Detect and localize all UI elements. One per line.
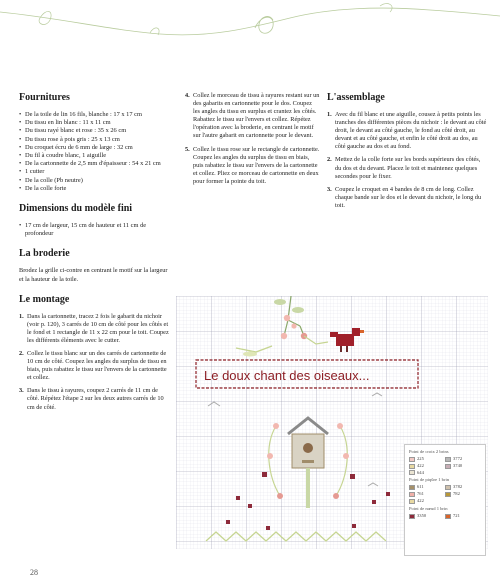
- step-item: [327, 111, 487, 151]
- step-text: Dans la cartonnette, tracez 2 fois le gabarit du nichoir (voir p. 120), 3 carrés de 10 cm de côté pour les côtés et le fond et 1 rectangle de 11 x 22 cm pour le toit. Coupez les différents éléments avec le cutter.: [27, 312, 169, 344]
- step-text: Dans le tissu à rayures, coupez 2 carrés de 11 cm de côté. Répétez l'étape 2 sur les deux autres carrés de 10 cm de côté.: [27, 387, 164, 411]
- color-swatch-icon: [409, 492, 415, 497]
- legend-code: 761: [417, 491, 424, 497]
- legend-code: 782: [453, 491, 460, 497]
- legend-item: [445, 463, 481, 470]
- color-swatch-icon: [445, 492, 451, 497]
- legend-item: [409, 456, 445, 463]
- montage-steps-continued: [185, 92, 320, 186]
- step-number: 5.: [185, 145, 190, 153]
- step-number: 4.: [185, 92, 190, 99]
- list-item: • De la colle forte: [19, 185, 171, 193]
- color-swatch-icon: [445, 485, 451, 490]
- legend-code: 3782: [453, 484, 463, 490]
- step-item: [19, 387, 171, 411]
- legend-code: 3772: [453, 456, 463, 461]
- color-swatch-icon: [409, 464, 415, 469]
- color-swatch-icon: [409, 499, 415, 504]
- step-item: [327, 156, 487, 180]
- step-number: 3.: [19, 387, 24, 395]
- list-item: • De la colle (Pb neutre): [19, 177, 171, 185]
- step-item: [185, 146, 320, 186]
- legend-code: 611: [417, 484, 424, 490]
- color-swatch-icon: [445, 464, 451, 469]
- step-number: 2.: [327, 156, 332, 164]
- banner-text: Le doux chant des oiseaux...: [204, 368, 370, 383]
- legend-code: 721: [453, 512, 460, 518]
- list-item: • Du tissu rose à pois gris : 25 x 13 cm: [19, 136, 171, 144]
- legend-code: 422: [417, 462, 424, 468]
- step-item: [185, 92, 320, 141]
- color-swatch-icon: [445, 457, 451, 462]
- step-text: Coupez le croquet en 4 bandes de 8 cm de long. Collez chaque bande sur le dos et le devant du nichoir, le long du toit.: [335, 185, 482, 209]
- step-item: [19, 313, 171, 345]
- right-column: [327, 92, 487, 215]
- list-item: • Du tissu en lin blanc : 11 x 11 cm: [19, 119, 171, 127]
- list-item: • 17 cm de largeur, 15 cm de hauteur et 11 cm de profondeur: [19, 222, 171, 238]
- legend-item: [409, 463, 445, 470]
- step-text: Mettez de la colle forte sur les bords supérieurs des côtés, du dos et du devant. Placez le toit et maintenez quelques secondes pour le fixer.: [335, 156, 481, 180]
- legend-item: [445, 513, 481, 520]
- list-item: • 1 cutter: [19, 168, 171, 176]
- legend-row: [409, 513, 481, 520]
- broderie-heading: La broderie: [19, 248, 70, 260]
- page-number: 28: [30, 568, 38, 577]
- list-item: • De la toile de lin 16 fils, blanche : 17 x 17 cm: [19, 111, 171, 119]
- legend-item: [445, 484, 481, 491]
- step-text: Avec du fil blanc et une aiguille, cousez à petits points les tranches des différentes pièces du nichoir : le devant au côté droit, le devant au côté gauche, le fond au côté droit, au devant et au côté gauche, et enfin le côté droit au dos, au côté gauche au dos et au fond.: [335, 111, 487, 151]
- color-swatch-icon: [409, 470, 415, 475]
- dimensions-heading: Dimensions du modèle fini: [19, 203, 133, 215]
- step-number: 1.: [327, 111, 332, 118]
- legend-item: [445, 456, 481, 463]
- step-number: 2.: [19, 350, 24, 357]
- thread-legend: [404, 444, 486, 556]
- color-swatch-icon: [409, 457, 415, 462]
- middle-column: [185, 92, 320, 191]
- dimensions-section: [19, 203, 171, 238]
- list-item: • Du tissu rayé blanc et rose : 35 x 26 cm: [19, 127, 171, 135]
- legend-title: Point de croix 2 brins: [409, 449, 449, 454]
- legend-item: [409, 498, 445, 505]
- legend-item: [409, 513, 445, 520]
- dimensions-list: [19, 222, 171, 238]
- step-item: [327, 186, 487, 210]
- legend-item: [409, 470, 445, 477]
- decorative-thread-icon: [0, 0, 500, 60]
- left-column: [19, 92, 171, 422]
- step-number: 1.: [19, 312, 24, 320]
- legend-row: [409, 456, 481, 476]
- legend-code: 225: [417, 456, 424, 461]
- legend-title: Point de nœud 1 brin: [409, 505, 448, 511]
- legend-code: 644: [417, 469, 424, 475]
- step-text: Collez le tissu blanc sur un des carrés de cartonnette de 10 cm de côté. Coupez les angles du surplus de tissu en biais, puis rabattez le tissu sur l'envers de la cartonnette et collez.: [27, 350, 167, 382]
- montage-steps: [19, 313, 171, 412]
- fournitures-section: [19, 92, 171, 193]
- color-swatch-icon: [445, 514, 451, 519]
- legend-row: [409, 484, 481, 504]
- fournitures-heading: Fournitures: [19, 92, 70, 103]
- legend-code: 3740: [453, 462, 463, 468]
- step-item: [19, 350, 171, 382]
- legend-item: [409, 491, 445, 498]
- color-swatch-icon: [409, 485, 415, 490]
- assemblage-heading: L'assemblage: [327, 92, 385, 103]
- legend-title: Point de piqûre 1 brin: [409, 477, 450, 483]
- assemblage-steps: [327, 111, 487, 210]
- list-item: • Du croquet écru de 6 mm de large : 32 cm: [19, 144, 171, 152]
- step-text: Collez le morceau de tissu à rayures restant sur un des gabarits en cartonnette pour le dos. Coupez les angles du tissu en surplus et crantez les côtés. Rabattez le tissu sur l'envers et collez. Répétez l'opération avec la broderie, en centrant le motif sur l'autre gabarit en cartonnette pour le devant.: [193, 92, 320, 140]
- broderie-text: Brodez la grille ci-contre en centrant le motif sur la largeur et la hauteur de la toile.: [19, 267, 168, 283]
- legend-item: [409, 484, 445, 491]
- legend-item: [445, 491, 481, 498]
- list-item: • Du fil à coudre blanc, 1 aiguille: [19, 152, 171, 160]
- step-text: Collez le tissu rose sur le rectangle de cartonnette. Coupez les angles du surplus de tissu en biais, puis rabattez le tissu sur l'envers de la cartonnette et collez. Pliez ce morceau de cartonnette en deux pour former la pointe du toit.: [193, 145, 320, 185]
- list-item: • De la cartonnette de 2,5 mm d'épaisseur : 54 x 21 cm: [19, 160, 171, 168]
- color-swatch-icon: [409, 514, 415, 519]
- montage-heading: Le montage: [19, 293, 70, 305]
- fournitures-list: [19, 111, 171, 193]
- legend-code: 3350: [417, 512, 427, 518]
- legend-code: 422: [417, 497, 424, 503]
- montage-section: [19, 294, 171, 412]
- step-number: 3.: [327, 185, 332, 193]
- broderie-section: [19, 248, 171, 283]
